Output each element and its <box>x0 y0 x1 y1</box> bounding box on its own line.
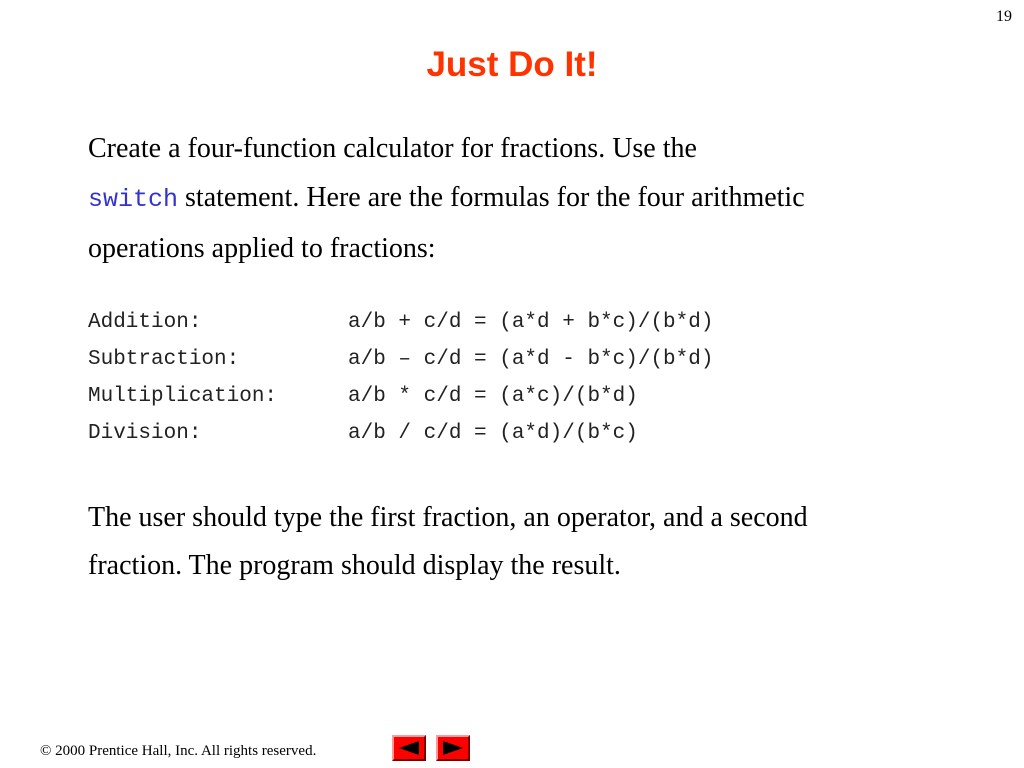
formula-row-multiplication <box>88 378 713 415</box>
switch-keyword: switch <box>88 185 179 214</box>
next-slide-button[interactable] <box>436 735 470 761</box>
operation-formula: a/b + c/d = (a*d + b*c)/(b*d) <box>348 311 714 334</box>
outro-paragraph: The user should type the first fraction, an operator, and a second fraction. The program should display the result. <box>88 502 808 581</box>
operation-name: Addition: <box>88 311 202 334</box>
operation-formula: a/b – c/d = (a*d - b*c)/(b*d) <box>348 348 714 371</box>
operation-name: Multiplication: <box>88 385 278 408</box>
intro-text-end: statement. Here are the formulas for the four arithmetic operations applied to fractions: <box>88 182 805 264</box>
page-number: 19 <box>996 8 1012 25</box>
formula-row-division <box>88 415 713 452</box>
operation-name: Subtraction: <box>88 348 240 371</box>
triangle-right-icon <box>440 740 466 756</box>
formula-row-addition <box>88 304 713 341</box>
slide-title: Just Do It! <box>426 45 598 84</box>
slide-navigation <box>392 735 470 761</box>
formula-row-subtraction <box>88 341 713 378</box>
operation-formula: a/b * c/d = (a*c)/(b*d) <box>348 385 638 408</box>
triangle-left-icon <box>396 740 422 756</box>
formula-table <box>88 304 713 452</box>
operation-formula: a/b / c/d = (a*d)/(b*c) <box>348 422 638 445</box>
intro-paragraph <box>88 124 868 273</box>
intro-text-start: Create a four-function calculator for fractions. Use the <box>88 133 697 164</box>
previous-slide-button[interactable] <box>392 735 426 761</box>
copyright-notice: © 2000 Prentice Hall, Inc. All rights reserved. <box>40 743 317 759</box>
operation-name: Division: <box>88 422 202 445</box>
